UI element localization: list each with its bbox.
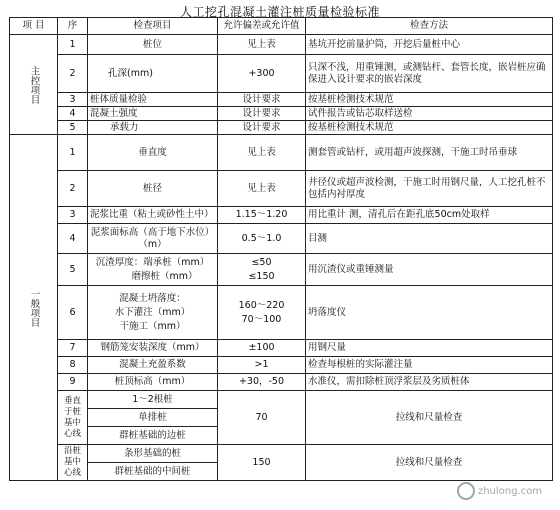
row-method: 按基桩检测技术规范: [306, 93, 553, 107]
row-method: 用比重计 测，清孔后在距孔底50cm处取样: [306, 207, 553, 224]
category-main-label: 主控项目: [28, 65, 40, 104]
row-value: 设计要求: [218, 121, 306, 135]
row-item: 泥浆面标高（高于地下水位）（m）: [88, 224, 218, 254]
sub-row-value: 150: [218, 445, 306, 481]
row-value: +300: [218, 55, 306, 93]
row-method: 检查每根桩的实际灌注量: [306, 357, 553, 374]
row-value: +30，-50: [218, 374, 306, 391]
row-no: 3: [58, 93, 88, 107]
row-value: 见上表: [218, 135, 306, 171]
row-item-line: 水下灌注（mm）: [114, 306, 191, 318]
table-row: [10, 391, 553, 409]
row-value: 0.5～1.0: [218, 224, 306, 254]
row-method: 基坑开挖前量护筒，开挖后量桩中心: [306, 35, 553, 55]
row-no: 1: [58, 35, 88, 55]
row-value: [218, 286, 306, 340]
row-item: 桩体质量检验: [88, 93, 218, 107]
row-method: 试件报告或钻芯取样送检: [306, 107, 553, 121]
row-item: 混凝土强度: [88, 107, 218, 121]
table-row: [10, 357, 553, 374]
row-item: 承载力: [88, 121, 218, 135]
category-main: [10, 35, 58, 135]
row-no: 1: [58, 135, 88, 171]
row-value-line: 70～100: [241, 313, 282, 325]
table-row: [10, 207, 553, 224]
table-row: [10, 107, 553, 121]
table-row: [10, 35, 553, 55]
row-method: 按基桩检测技术规范: [306, 121, 553, 135]
row-value: ±100: [218, 340, 306, 357]
table-row: [10, 340, 553, 357]
row-value: [218, 254, 306, 286]
row-value: 见上表: [218, 35, 306, 55]
table-row: [10, 171, 553, 207]
row-value: 1.15～1.20: [218, 207, 306, 224]
row-item: 桩位: [88, 35, 218, 55]
row-no: 6: [58, 286, 88, 340]
header-method: 检查方法: [306, 18, 553, 35]
header-no: 序: [58, 18, 88, 35]
row-item-line: 混凝土坍落度：: [119, 292, 186, 304]
table-row: [10, 93, 553, 107]
sub-row-method: 拉线和尺量检查: [306, 391, 553, 445]
row-no: 7: [58, 340, 88, 357]
sub-row-item: 群桩基础的中间桩: [88, 463, 218, 481]
row-value-line: ≤150: [248, 270, 275, 282]
row-item-line: 磨擦桩（mm）: [131, 270, 198, 282]
watermark-text: zhulong.com: [477, 486, 542, 497]
row-item: 孔深(mm): [88, 55, 218, 93]
row-method: 水准仪，需扣除桩顶浮浆层及劣质桩体: [306, 374, 553, 391]
row-method: 测套管或钻杆，或用超声波探测，干施工时吊垂球: [306, 135, 553, 171]
category-along: 沿桩基中心线: [58, 445, 88, 481]
row-item: 桩顶标高（mm）: [88, 374, 218, 391]
table-header-row: [10, 18, 553, 35]
sub-row-item: 单排桩: [88, 409, 218, 427]
table-row: [10, 135, 553, 171]
table-row: [10, 55, 553, 93]
page-title: 人工挖孔混凝土灌注桩质量检验标准: [179, 5, 380, 19]
row-no: 4: [58, 107, 88, 121]
row-item: 混凝土充盈系数: [88, 357, 218, 374]
header-item: 项 目: [10, 18, 58, 35]
sub-row-item: 条形基础的桩: [88, 445, 218, 463]
row-item: 泥浆比重（粘土或砂性土中）: [88, 207, 218, 224]
row-value: 设计要求: [218, 93, 306, 107]
category-vertical: 垂直于桩基中心线: [58, 391, 88, 445]
row-method: 只深不浅，用重锤测，或测钻杆、套管长度，嵌岩桩应确保进入设计要求的嵌岩深度: [306, 55, 553, 93]
row-item: [88, 254, 218, 286]
row-value-line: ≤50: [251, 256, 272, 268]
header-tolerance: 允许偏差或允许值: [218, 18, 306, 35]
table-row: [10, 121, 553, 135]
row-no: 5: [58, 121, 88, 135]
category-general-label: 一般项目: [28, 288, 40, 327]
sub-row-item: 1～2根桩: [88, 391, 218, 409]
row-no: 5: [58, 254, 88, 286]
row-value: >1: [218, 357, 306, 374]
row-no: 2: [58, 55, 88, 93]
row-item-line: 干施工（mm）: [119, 320, 186, 332]
row-method: 用钢尺量: [306, 340, 553, 357]
row-method: 用沉渣仪或重锤测量: [306, 254, 553, 286]
row-no: 9: [58, 374, 88, 391]
row-item: 桩径: [88, 171, 218, 207]
watermark-logo-icon: [457, 482, 475, 500]
row-no: 2: [58, 171, 88, 207]
row-item: 钢筋笼安装深度（mm）: [88, 340, 218, 357]
table-row: [10, 254, 553, 286]
sub-row-value: 70: [218, 391, 306, 445]
sub-row-item: 群桩基础的边桩: [88, 427, 218, 445]
header-check-item: 检查项目: [88, 18, 218, 35]
row-method: 目测: [306, 224, 553, 254]
table-row: [10, 445, 553, 463]
row-item: 垂直度: [88, 135, 218, 171]
watermark: [457, 482, 542, 500]
sub-row-method: 拉线和尺量检查: [306, 445, 553, 481]
row-no: 8: [58, 357, 88, 374]
table-row: [10, 286, 553, 340]
row-value: 见上表: [218, 171, 306, 207]
row-method: 井径仪或超声波检测，干施工时用钢尺量，人工挖孔桩不包括内衬厚度: [306, 171, 553, 207]
row-value: 设计要求: [218, 107, 306, 121]
row-item: [88, 286, 218, 340]
table-row: [10, 374, 553, 391]
category-general: [10, 135, 58, 481]
row-item-line: 沉渣厚度：端承桩（mm）: [95, 256, 210, 268]
table-row: [10, 224, 553, 254]
row-value-line: 160～220: [238, 299, 285, 311]
row-no: 3: [58, 207, 88, 224]
row-method: 坍落度仪: [306, 286, 553, 340]
quality-standard-table: [9, 17, 553, 481]
row-no: 4: [58, 224, 88, 254]
